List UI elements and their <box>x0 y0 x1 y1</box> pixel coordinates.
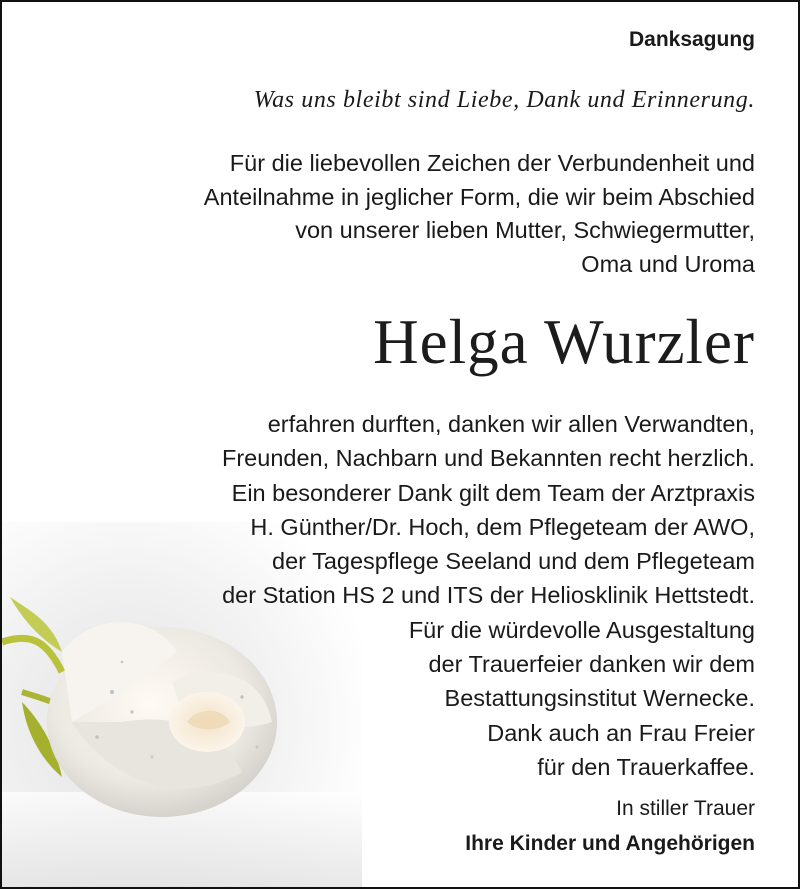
thanks-line: der Tagespflege Seeland und dem Pflegeteam <box>272 548 755 575</box>
thanks-line: Für die würdevolle Ausgestaltung <box>408 616 755 643</box>
thanks-line: Bestattungsinstitut Wernecke. <box>444 685 755 712</box>
thanks-paragraph <box>222 407 755 784</box>
intro-line: von unserer lieben Mutter, Schwiegermutter, <box>295 217 755 244</box>
signature-text: Ihre Kinder und Angehörigen <box>465 832 755 855</box>
signoff-text: In stiller Trauer <box>616 797 755 820</box>
motto-quote: Was uns bleibt sind Liebe, Dank und Erinnerung. <box>253 87 755 113</box>
notice-heading: Danksagung <box>628 28 755 51</box>
intro-line: Für die liebevollen Zeichen der Verbundenheit und <box>229 150 755 176</box>
thanks-line: für den Trauerkaffee. <box>537 753 755 780</box>
intro-line: Anteilnahme in jeglicher Form, die wir beim Abschied <box>203 183 755 210</box>
deceased-name: Helga Wurzler <box>373 307 755 377</box>
thanks-line: der Station HS 2 und ITS der Heliosklinik Hettstedt. <box>222 582 755 609</box>
intro-paragraph <box>204 147 755 281</box>
thanks-line: H. Günther/Dr. Hoch, dem Pflegeteam der AWO, <box>250 513 755 540</box>
thanks-line: Dank auch an Frau Freier <box>487 719 755 746</box>
thanks-line: erfahren durften, danken wir allen Verwandten, <box>267 411 755 437</box>
thanks-line: Freunden, Nachbarn und Bekannten recht herzlich. <box>222 445 755 472</box>
intro-line: Oma und Uroma <box>581 250 755 277</box>
thanks-line: der Trauerfeier danken wir dem <box>428 651 755 678</box>
thanks-line: Ein besonderer Dank gilt dem Team der Arztpraxis <box>231 479 755 506</box>
